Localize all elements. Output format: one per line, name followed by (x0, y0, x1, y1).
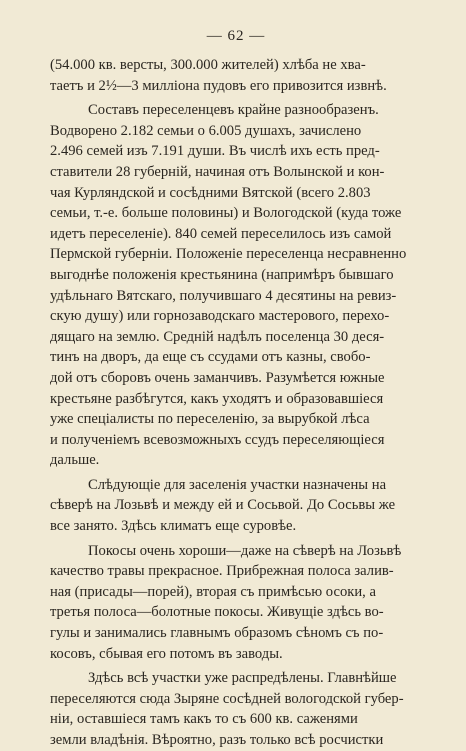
text-line: идетъ переселеніе). 840 семей переселилось изъ самой (50, 225, 392, 242)
text-line: все занято. Здѣсь климатъ еще суровѣе. (50, 518, 297, 535)
text-line: тинъ на дворъ, да еще съ ссудами отъ казны, свобо- (50, 349, 371, 366)
text-line: скую душу) или горнозаводскаго мастерового, перехо- (50, 308, 390, 325)
text-line: Водворено 2.182 семьи о 6.005 душахъ, зачислено (50, 122, 362, 139)
page-number: — 62 — (206, 28, 266, 44)
text-line: ніи, оставшіеся тамъ какъ то съ 600 кв. саженями (50, 711, 358, 728)
text-line: гулы и занимались главнымъ образомъ сѣномъ съ по- (50, 625, 384, 642)
text-line: земли владѣнія. Вѣроятно, разъ только всѣ росчистки (50, 732, 384, 748)
paragraph (50, 100, 422, 471)
text-line: и полученіемъ всевозможныхъ ссудъ переселяющіеся (50, 431, 385, 448)
text-line: Пермской губерніи. Положеніе переселенца несравненно (50, 246, 407, 263)
text-line: косовъ, сбывая его потомъ въ заводы. (50, 645, 283, 662)
paragraph (50, 668, 422, 750)
text-line: третья полоса—болотные покосы. Живущіе здѣсь во- (50, 604, 384, 621)
text-line: чая Курляндской и сосѣдними Вятской (всего 2.803 (50, 184, 371, 201)
paragraph (50, 475, 422, 537)
text-line: качество травы прекрасное. Прибрежная полоса залив- (50, 563, 394, 580)
text-line: выгоднѣе положенія крестьянина (напримѣръ бывшаго (50, 266, 394, 283)
paragraph (50, 55, 422, 96)
body-text (50, 55, 422, 751)
text-line: 2.496 семей изъ 7.191 души. Въ числѣ ихъ есть пред- (50, 143, 380, 160)
text-line: Слѣдующіе для заселенія участки назначены на (88, 476, 387, 493)
text-line: удѣльнаго Вятскаго, получившаго 4 десятины на ревиз- (50, 287, 397, 304)
text-line: (54.000 кв. версты, 300.000 жителей) хлѣба не хва- (50, 57, 366, 73)
text-line: ная (присады—порей), вторая съ примѣсью осоки, а (50, 583, 376, 600)
text-line: дальше. (50, 452, 100, 469)
text-line: переселяются сюда Зыряне сосѣдней вологодской губер- (50, 690, 404, 707)
text-line: ставители 28 губерній, начиная отъ Волынской и кон- (50, 163, 385, 180)
text-line: сѣверѣ на Лозьвѣ и между ей и Сосьвой. До Сосьвы же (50, 497, 396, 514)
text-line: уже спеціалисты по переселенію, за вырубкой лѣса (50, 411, 370, 428)
text-line: дой отъ сборовъ очень заманчивъ. Разумѣется южные (50, 369, 385, 386)
text-line: семьи, т.-е. больше половины) и Вологодской (куда тоже (50, 205, 402, 222)
text-line: Покосы очень хороши—даже на сѣверѣ на Лозьвѣ (88, 542, 402, 559)
text-line: Здѣсь всѣ участки уже распредѣлены. Главнѣйше (88, 670, 397, 687)
text-line: таетъ и 2½—3 милліона пудовъ его привозится извнѣ. (50, 77, 387, 94)
text-line: крестьяне разбѣгутся, какъ уходятъ и образовавшіеся (50, 390, 384, 407)
text-line: дящаго на землю. Средній надѣлъ поселенца 30 деся- (50, 328, 385, 345)
text-line: Составъ переселенцевъ крайне разнообразенъ. (88, 102, 379, 119)
paragraph (50, 541, 422, 665)
